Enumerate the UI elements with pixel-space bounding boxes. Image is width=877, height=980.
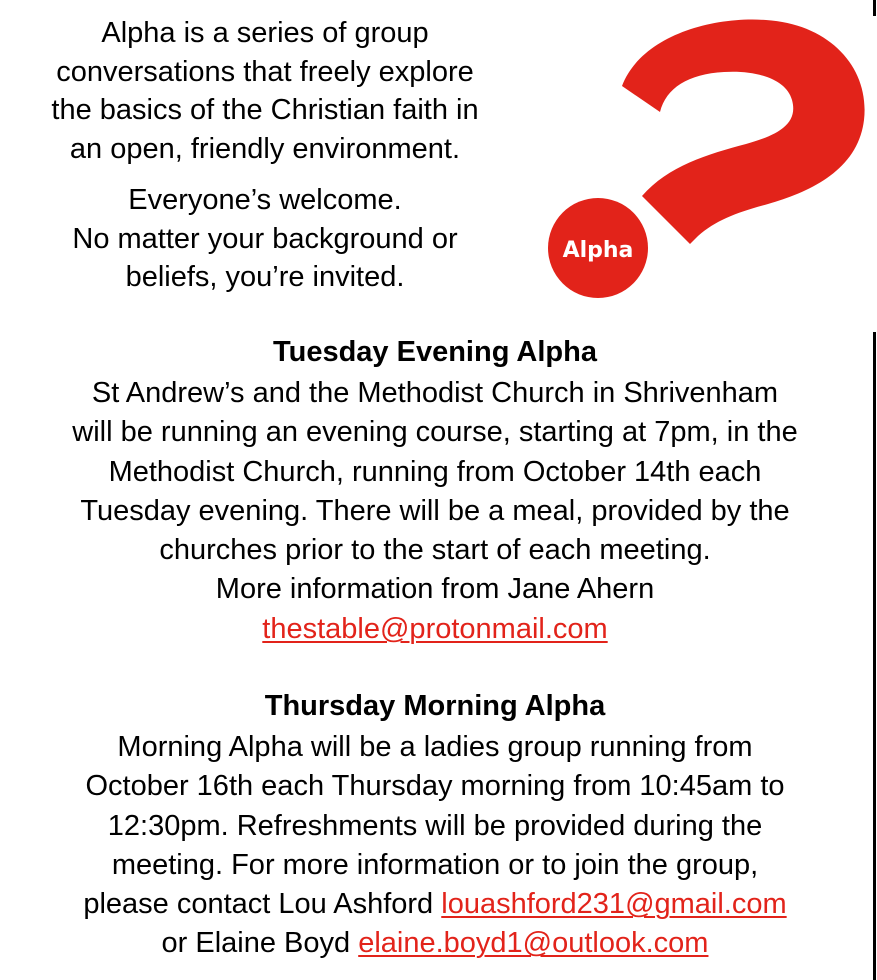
tuesday-line: Methodist Church, running from October 14th each: [108, 455, 762, 488]
lou-ashford-email-link[interactable]: louashford231@gmail.com: [441, 888, 787, 921]
intro-line: Alpha is a series of group: [101, 17, 429, 49]
tuesday-description: [0, 374, 870, 649]
thursday-line: Morning Alpha will be a ladies group running from: [117, 731, 753, 763]
intro-text: [0, 14, 530, 297]
intro-line: Everyone’s welcome.: [128, 184, 402, 216]
intro-line: No matter your background or: [72, 222, 458, 255]
contact-prefix: please contact Lou Ashford: [83, 888, 442, 921]
intro-paragraph-2: [0, 181, 530, 297]
thursday-line: October 16th each Thursday morning from 10:45am to: [85, 770, 785, 803]
vertical-rule: [873, 332, 876, 980]
tuesday-line: will be running an evening course, starting at 7pm, in the: [72, 416, 798, 449]
tuesday-line: Tuesday evening. There will be a meal, provided by the: [80, 494, 790, 527]
tuesday-line: More information from Jane Ahern: [215, 573, 655, 606]
elaine-boyd-email-link[interactable]: elaine.boyd1@outlook.com: [358, 927, 709, 960]
thursday-line: meeting. For more information or to join the group,: [111, 848, 759, 881]
thursday-line: 12:30pm. Refreshments will be provided during the: [107, 809, 763, 842]
vertical-rule-top: [873, 0, 876, 16]
tuesday-line: St Andrew’s and the Methodist Church in Shrivenham: [91, 377, 779, 409]
logo-text: Alpha: [562, 238, 634, 263]
tuesday-heading: Tuesday Evening Alpha: [273, 336, 597, 368]
intro-paragraph-1: [0, 14, 530, 168]
thursday-heading: Thursday Morning Alpha: [264, 690, 606, 722]
thursday-section: [0, 687, 870, 964]
thursday-description: [0, 728, 870, 964]
tuesday-line: churches prior to the start of each meeting.: [159, 534, 711, 567]
intro-line: beliefs, you’re invited.: [125, 261, 405, 293]
tuesday-section: [0, 333, 870, 649]
question-mark-icon: [622, 20, 865, 244]
intro-line: an open, friendly environment.: [69, 132, 461, 165]
contact-prefix: or Elaine Boyd: [161, 927, 359, 960]
jane-ahern-email-link[interactable]: thestable@protonmail.com: [262, 612, 608, 645]
intro-line: conversations that freely explore: [56, 55, 474, 88]
alpha-logo: [548, 8, 868, 308]
intro-line: the basics of the Christian faith in: [51, 94, 479, 126]
